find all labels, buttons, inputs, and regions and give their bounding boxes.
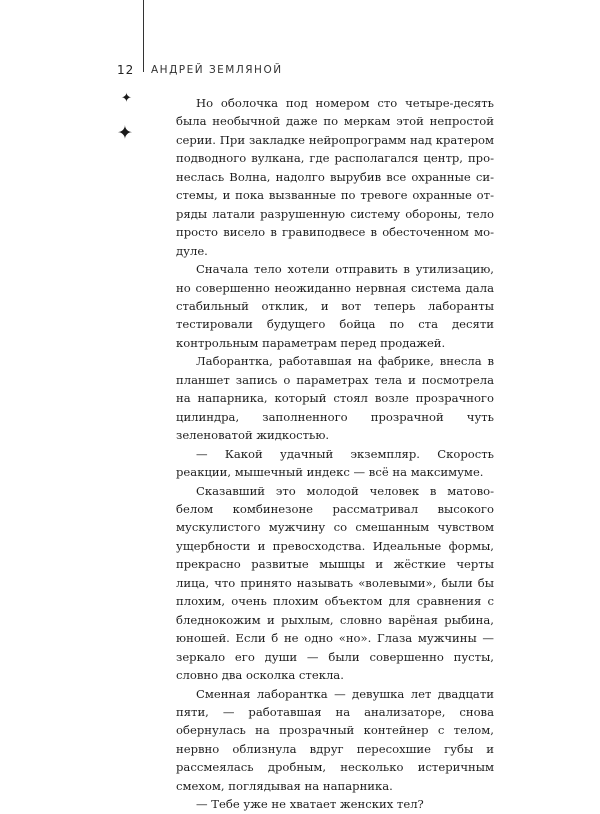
- paragraph: — Тебе уже не хватает женских тел?: [196, 797, 424, 812]
- paragraph: — Какой удачный экземпляр. Скорость реакции, мышечный индекс — всё на максимуме.: [176, 446, 494, 480]
- paragraph: Лаборантка, работавшая на фабрике, внесла в планшет запись о параметрах тела и посмотрела на напарника, который стоял возле прозрачного цилиндра, заполненного прозрачной чуть зеленоватой жидкостью.: [176, 354, 494, 443]
- paragraph: Сказавший это молодой человек в матово-белом комбинезоне рассматривал высокого мускулистого мужчину со смешанным чувством ущербности и превосходства. Идеальные формы, прекрасно развитые мышцы и жёсткие черты лица, что принято называть «волевыми», были бы плохим, очень плохим объектом для сравнения с бледнокожим и рыхлым, словно варёная рыбина, юношей. Если б не одно «но». Глаза мужчины — зеркало его души — были совершенно пусты, словно два осколка стекла.: [176, 483, 494, 683]
- running-head-author: АНДРЕЙ ЗЕМЛЯНОЙ: [151, 64, 283, 76]
- sparkle-icon: ✦: [121, 91, 132, 106]
- page-number: 12: [117, 63, 135, 77]
- body-text: [176, 94, 494, 814]
- header-divider: [143, 0, 144, 72]
- sparkle-icon: ✦: [117, 122, 133, 144]
- paragraph: Но оболочка под номером сто четыре-десять была необычной даже по меркам этой непростой серии. При закладке нейропрограмм над кратером подводного вулкана, где располагался центр, пронеслась Волна, надолго вырубив все охранные системы, и пока вызванные по тревоге охранные отряды латали разрушенную систему обороны, тело просто висело в гравиподвесе в обесточенном модуле.: [176, 96, 494, 258]
- paragraph: Сменная лаборантка — девушка лет двадцати пяти, — работавшая на анализаторе, снова обернулась на прозрачный контейнер с телом, нервно облизнула вдруг пересохшие губы и рассмеялась дробным, несколько истеричным смехом, поглядывая на напарника.: [176, 686, 494, 793]
- page-header: [0, 0, 600, 100]
- paragraph: Сначала тело хотели отправить в утилизацию, но совершенно неожиданно нервная система дала стабильный отклик, и вот теперь лаборанты тестировали будущего бойца по ста десяти контрольным параметрам перед продажей.: [176, 262, 494, 350]
